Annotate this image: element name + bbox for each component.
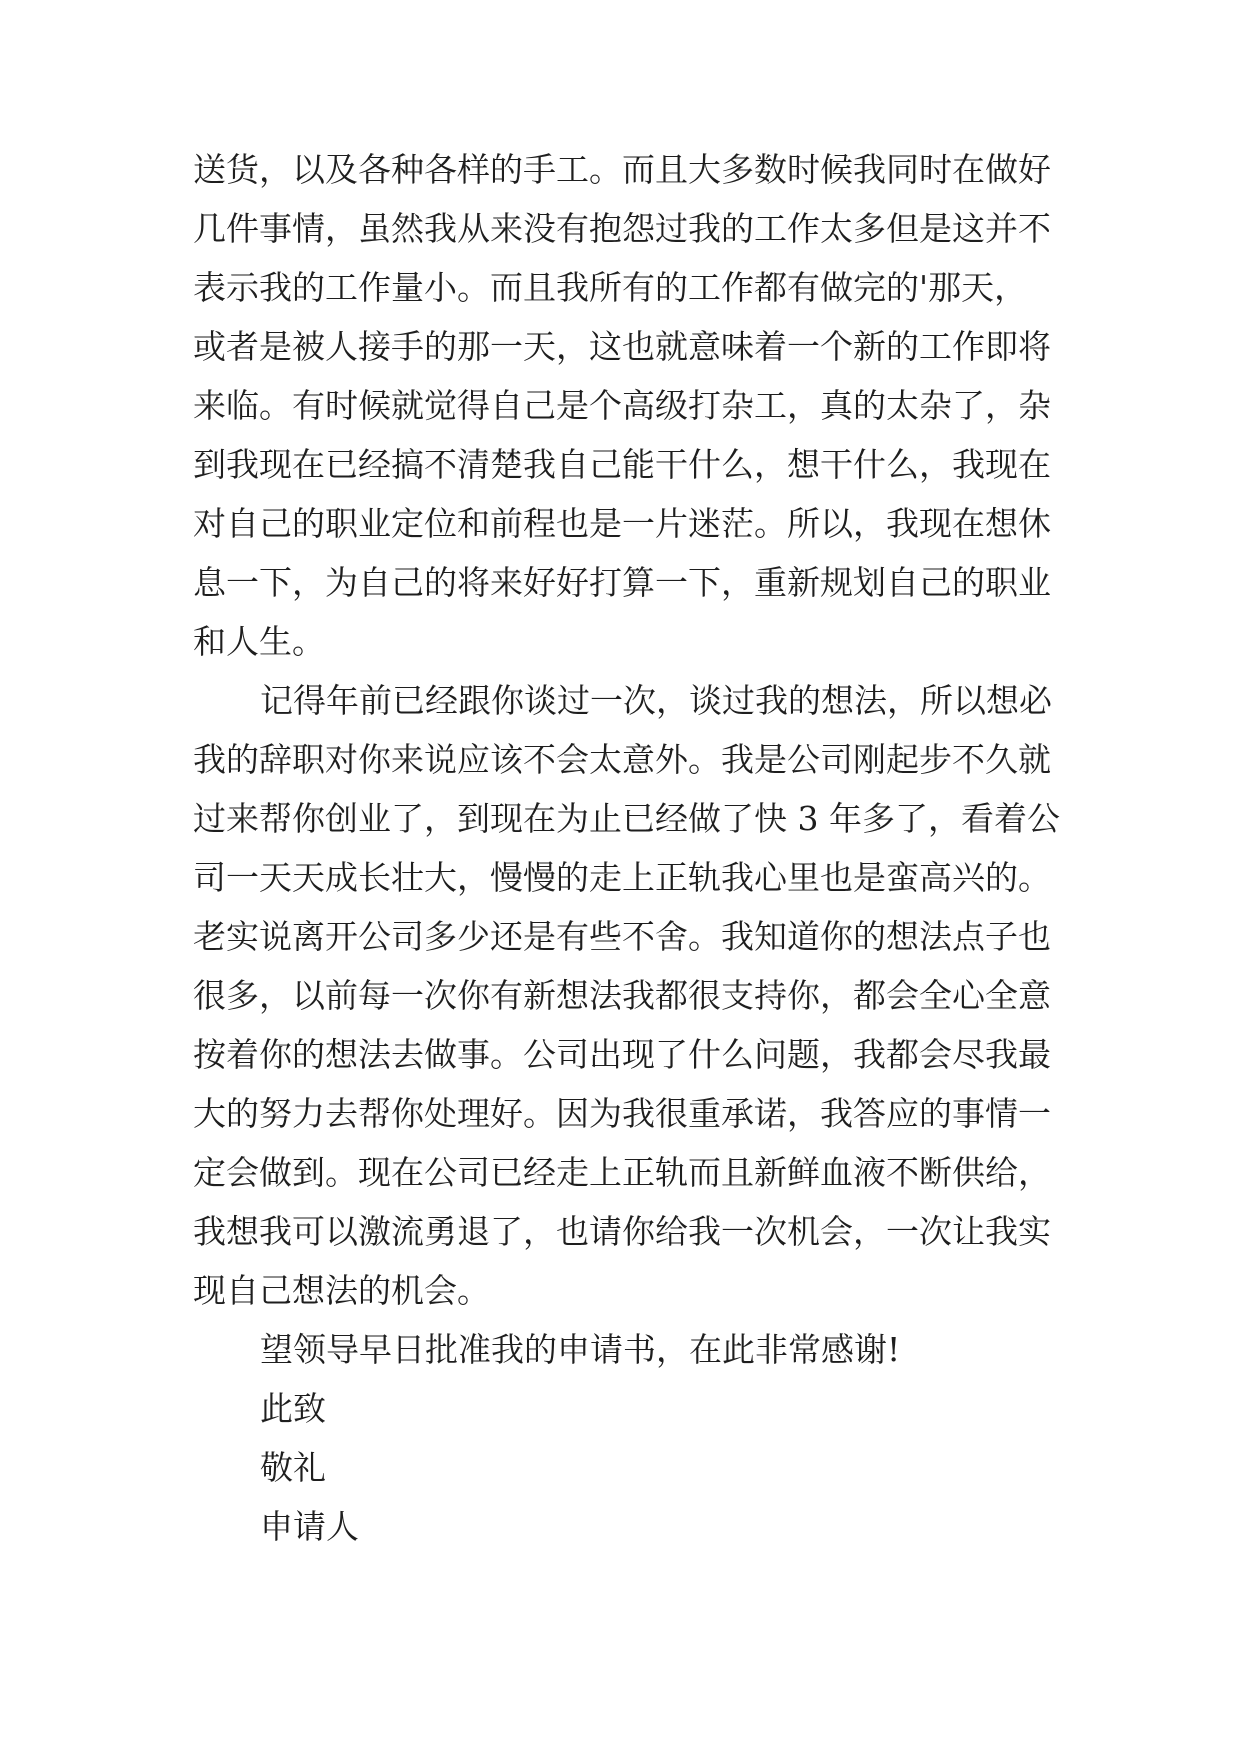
text-line: 几件事情，虽然我从来没有抱怨过我的工作太多但是这并不 — [193, 209, 1051, 248]
text-line: 很多，以前每一次你有新想法我都很支持你，都会全心全意 — [193, 976, 1051, 1015]
salutation-line-2: 敬礼 — [260, 1448, 326, 1487]
text-line: 司一天天成长壮大，慢慢的走上正轨我心里也是蛮高兴的。 — [193, 858, 1051, 897]
text-line: 记得年前已经跟你谈过一次，谈过我的想法，所以想必 — [260, 681, 1052, 720]
text-line: 息一下，为自己的将来好好打算一下，重新规划自己的职业 — [193, 563, 1051, 602]
text-line: 来临。有时候就觉得自己是个高级打杂工，真的太杂了，杂 — [193, 386, 1051, 425]
text-line: 到我现在已经搞不清楚我自己能干什么，想干什么，我现在 — [193, 445, 1051, 484]
text-line: 老实说离开公司多少还是有些不舍。我知道你的想法点子也 — [193, 917, 1051, 956]
letter-body — [193, 140, 1073, 1556]
text-line: 过来帮你创业了，到现在为止已经做了快 3 年多了，看着公 — [193, 799, 1060, 838]
text-line: 和人生。 — [193, 622, 325, 661]
text-line: 定会做到。现在公司已经走上正轨而且新鲜血液不断供给， — [193, 1153, 1051, 1192]
salutation-line-1: 此致 — [260, 1389, 326, 1428]
text-line: 或者是被人接手的那一天，这也就意味着一个新的工作即将 — [193, 327, 1051, 366]
paragraph-history — [193, 671, 1073, 1320]
text-line: 表示我的工作量小。而且我所有的工作都有做完的'那天， — [193, 268, 1028, 307]
closing-section — [193, 1320, 1073, 1556]
text-line: 送货，以及各种各样的手工。而且大多数时候我同时在做好 — [193, 150, 1051, 189]
paragraph-reasons — [193, 140, 1073, 671]
text-line: 大的努力去帮你处理好。因为我很重承诺，我答应的事情一 — [193, 1094, 1051, 1133]
closing-request: 望领导早日批准我的申请书，在此非常感谢! — [260, 1330, 901, 1369]
text-line: 我想我可以激流勇退了，也请你给我一次机会，一次让我实 — [193, 1212, 1051, 1251]
text-line: 按着你的想法去做事。公司出现了什么问题，我都会尽我最 — [193, 1035, 1051, 1074]
text-line: 现自己想法的机会。 — [193, 1271, 490, 1310]
signature-label: 申请人 — [260, 1507, 359, 1546]
text-line: 对自己的职业定位和前程也是一片迷茫。所以，我现在想休 — [193, 504, 1051, 543]
text-line: 我的辞职对你来说应该不会太意外。我是公司刚起步不久就 — [193, 740, 1051, 779]
